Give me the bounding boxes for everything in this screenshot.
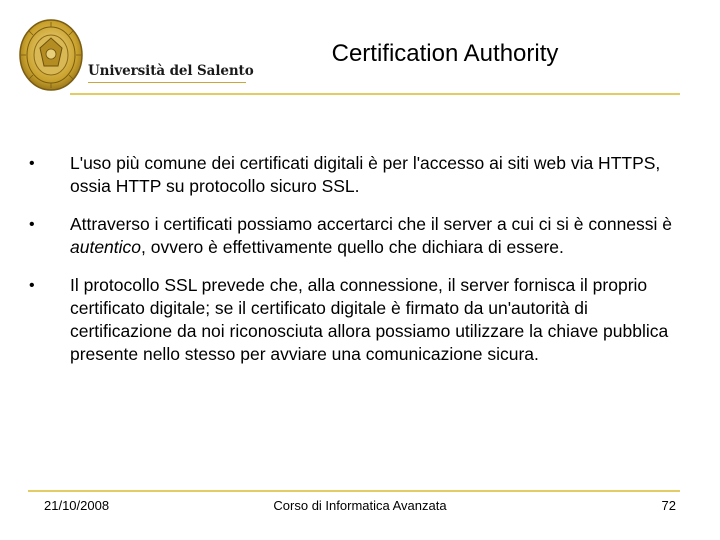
bullet-text: Il protocollo SSL prevede che, alla connessione, il server fornisca il proprio certificato digitale; se il certificato digitale è firmato da un'autorità di certificazione da noi riconosciuta allora possiamo utilizzare la chiave pubblica presente nello stesso per avviare una comunicazione sicura. — [70, 275, 669, 364]
bullet-emphasis: autentico — [70, 237, 142, 257]
bullet-item-https — [26, 152, 676, 198]
page-number: 72 — [661, 498, 676, 513]
slide-title: Certification Authority — [331, 40, 559, 67]
bullet-dot-icon: • — [29, 216, 35, 233]
university-seal-icon — [18, 18, 84, 92]
bullet-list — [26, 152, 676, 381]
footer-course: Corso di Informatica Avanzata — [273, 498, 447, 513]
bullet-dot-icon: • — [29, 277, 35, 294]
university-logo — [18, 16, 254, 92]
university-name: Università del Salento — [88, 63, 254, 79]
bullet-text: L'uso più comune dei certificati digitali è per l'accesso ai siti web via HTTPS, ossia HTTP su protocollo sicuro SSL. — [70, 153, 661, 196]
bullet-dot-icon: • — [29, 155, 35, 172]
bullet-item-ssl — [26, 274, 676, 366]
bullet-text: Attraverso i certificati possiamo accertarci che il server a cui ci si è connessi è — [70, 214, 673, 234]
header-divider — [70, 93, 680, 95]
bullet-item-authentication — [26, 213, 676, 259]
bullet-text-continued: , ovvero è effettivamente quello che dichiara di essere. — [141, 237, 564, 257]
logo-underline — [88, 82, 246, 83]
footer-date: 21/10/2008 — [44, 498, 110, 513]
footer-divider — [28, 490, 680, 492]
